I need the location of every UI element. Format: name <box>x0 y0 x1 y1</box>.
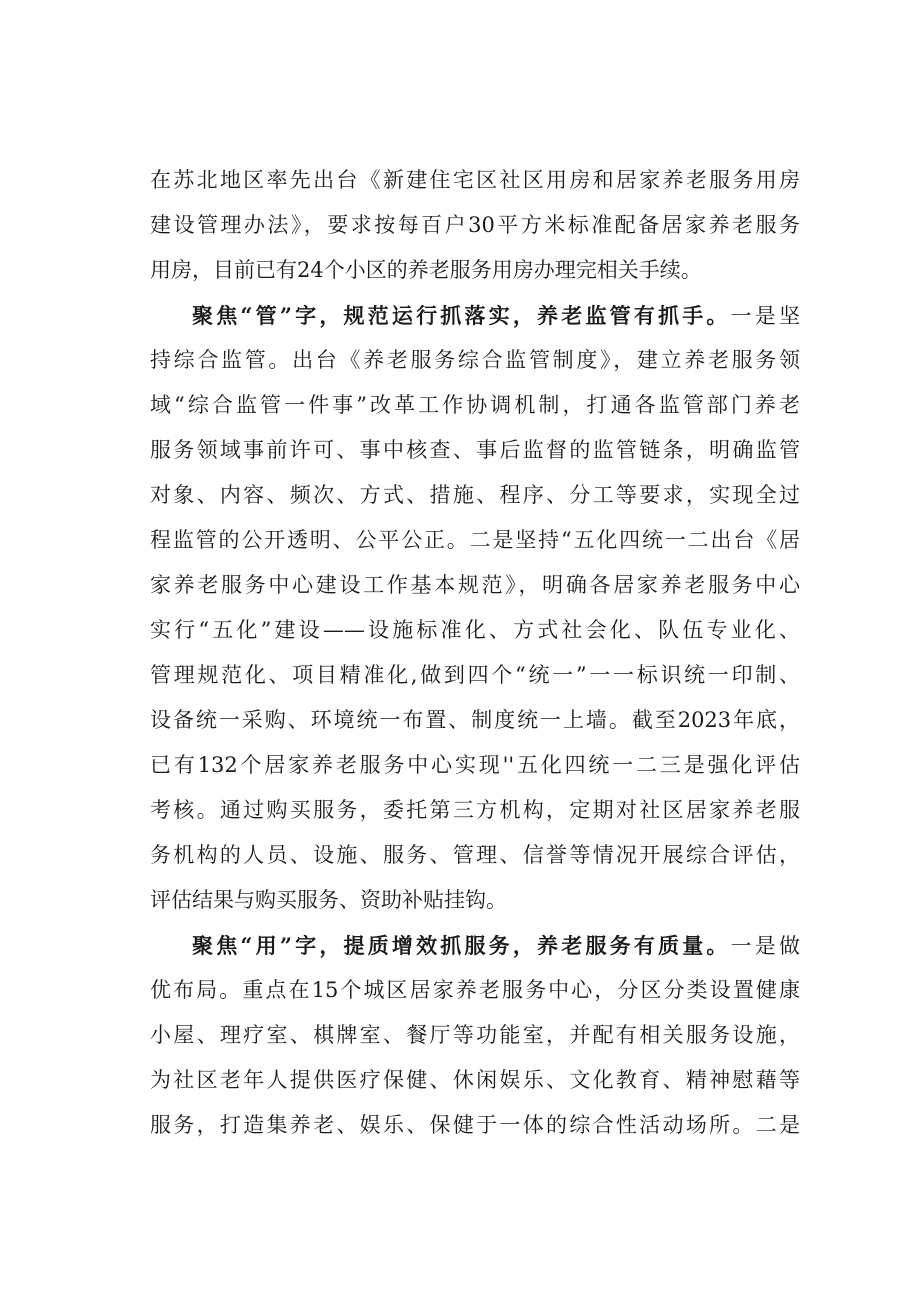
text-line: 务机构的人员、设施、服务、管理、信誉等情况开展综合评估， <box>150 843 800 867</box>
text-line: 家养老服务中心建设工作基本规范》，明确各居家养老服务中心 <box>150 573 800 597</box>
paragraph-3 <box>150 923 800 1148</box>
text-line: 实行“五化”建设——设施标准化、方式社会化、队伍专业化、 <box>150 618 800 642</box>
text-line <box>150 923 800 968</box>
text-line <box>150 293 800 338</box>
text-line: 已有132个居家养老服务中心实现''五化四统一二三是强化评估 <box>150 753 800 777</box>
paragraph-heading: 聚焦“用”字，提质增效抓服务，养老服务有质量。 <box>192 933 731 958</box>
text-line: 评估结果与购买服务、资助补贴挂钩。 <box>150 888 507 912</box>
text-line: 为社区老年人提供医疗保健、休闲娱乐、文化教育、精神慰藉等 <box>150 1068 800 1092</box>
paragraph-1 <box>150 158 800 293</box>
text-line: 管理规范化、项目精准化,做到四个“统一”一一标识统一印制、 <box>150 663 800 687</box>
text-line: 建设管理办法》，要求按每百户30平方米标准配备居家养老服务 <box>150 213 800 237</box>
text-line: 设备统一采购、环境统一布置、制度统一上墙。截至2023年底， <box>150 708 800 732</box>
text-line: 在苏北地区率先出台《新建住宅区社区用房和居家养老服务用房 <box>150 168 800 192</box>
text-line: 持综合监管。出台《养老服务综合监管制度》，建立养老服务领 <box>150 348 800 372</box>
text-line: 优布局。重点在15个城区居家养老服务中心，分区分类设置健康 <box>150 978 800 1002</box>
text-line: 对象、内容、频次、方式、措施、程序、分工等要求，实现全过 <box>150 483 800 507</box>
text-line: 小屋、理疗室、棋牌室、餐厅等功能室，并配有相关服务设施， <box>150 1023 800 1047</box>
text-segment: 一是坚 <box>730 304 800 328</box>
text-line: 服务，打造集养老、娱乐、保健于一体的综合性活动场所。二是 <box>150 1113 800 1137</box>
text-line: 用房，目前已有24个小区的养老服务用房办理完相关手续。 <box>150 258 702 282</box>
text-line: 程监管的公开透明、公平公正。二是坚持“五化四统一二出台《居 <box>150 528 800 552</box>
text-line: 服务领域事前许可、事中核查、事后监督的监管链条，明确监管 <box>150 438 800 462</box>
text-line: 域“综合监管一件事”改革工作协调机制，打通各监管部门养老 <box>150 393 800 417</box>
text-line: 考核。通过购买服务，委托第三方机构，定期对社区居家养老服 <box>150 798 800 822</box>
paragraph-heading: 聚焦“管”字，规范运行抓落实，养老监管有抓手。 <box>192 303 731 328</box>
document-body <box>150 158 800 1148</box>
text-segment: 一是做 <box>730 934 800 958</box>
paragraph-2 <box>150 293 800 923</box>
